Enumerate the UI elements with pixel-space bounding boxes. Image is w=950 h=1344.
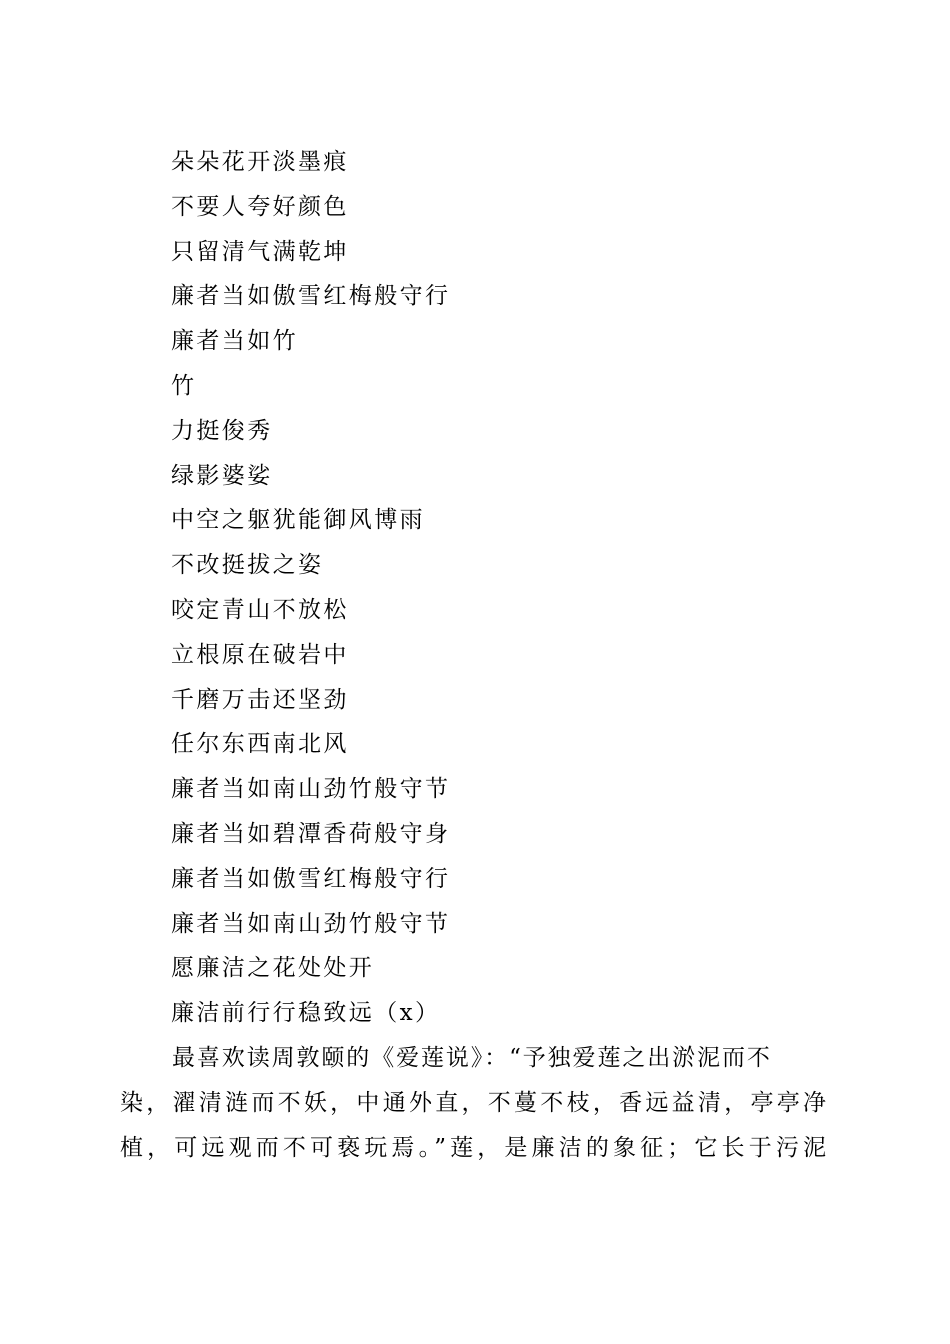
- poem-line: 千磨万击还坚劲: [171, 686, 349, 713]
- poem-line: 不要人夸好颜色: [171, 193, 349, 220]
- poem-line: 廉洁前行行稳致远（x）: [171, 1000, 441, 1027]
- prose-paragraph: [120, 1036, 826, 1170]
- poem-line: 愿廉洁之花处处开: [171, 955, 375, 982]
- poem-line: 廉者当如傲雪红梅般守行: [171, 865, 451, 892]
- poem-block: [171, 140, 450, 1036]
- prose-line: 最喜欢读周敦颐的《爱莲说》：“予独爱莲之出淤泥而不: [172, 1045, 772, 1071]
- poem-line: 廉者当如碧潭香荷般守身: [171, 820, 451, 847]
- poem-line: 立根原在破岩中: [171, 641, 349, 668]
- poem-line: 廉者当如南山劲竹般守节: [171, 910, 451, 937]
- poem-line: 不改挺拔之姿: [171, 552, 324, 579]
- prose-line: 染，濯清涟而不妖，中通外直，不蔓不枝，香远益清，亭亭净: [120, 1089, 826, 1116]
- poem-line: 绿影婆娑: [171, 462, 273, 489]
- poem-line: 只留清气满乾坤: [171, 238, 349, 265]
- poem-line: 廉者当如傲雪红梅般守行: [171, 283, 451, 310]
- poem-line: 廉者当如南山劲竹般守节: [171, 776, 451, 803]
- poem-line: 咬定青山不放松: [171, 596, 349, 623]
- poem-line: 竹: [171, 372, 197, 399]
- poem-line: 力挺俊秀: [171, 417, 273, 444]
- poem-line: 廉者当如竹: [171, 328, 298, 355]
- prose-line: 植，可远观而不可亵玩焉。”莲，是廉洁的象征；它长于污泥: [120, 1134, 826, 1161]
- poem-line: 中空之躯犹能御风博雨: [171, 507, 425, 534]
- poem-line: 任尔东西南北风: [171, 731, 349, 758]
- poem-line: 朵朵花开淡墨痕: [171, 149, 349, 175]
